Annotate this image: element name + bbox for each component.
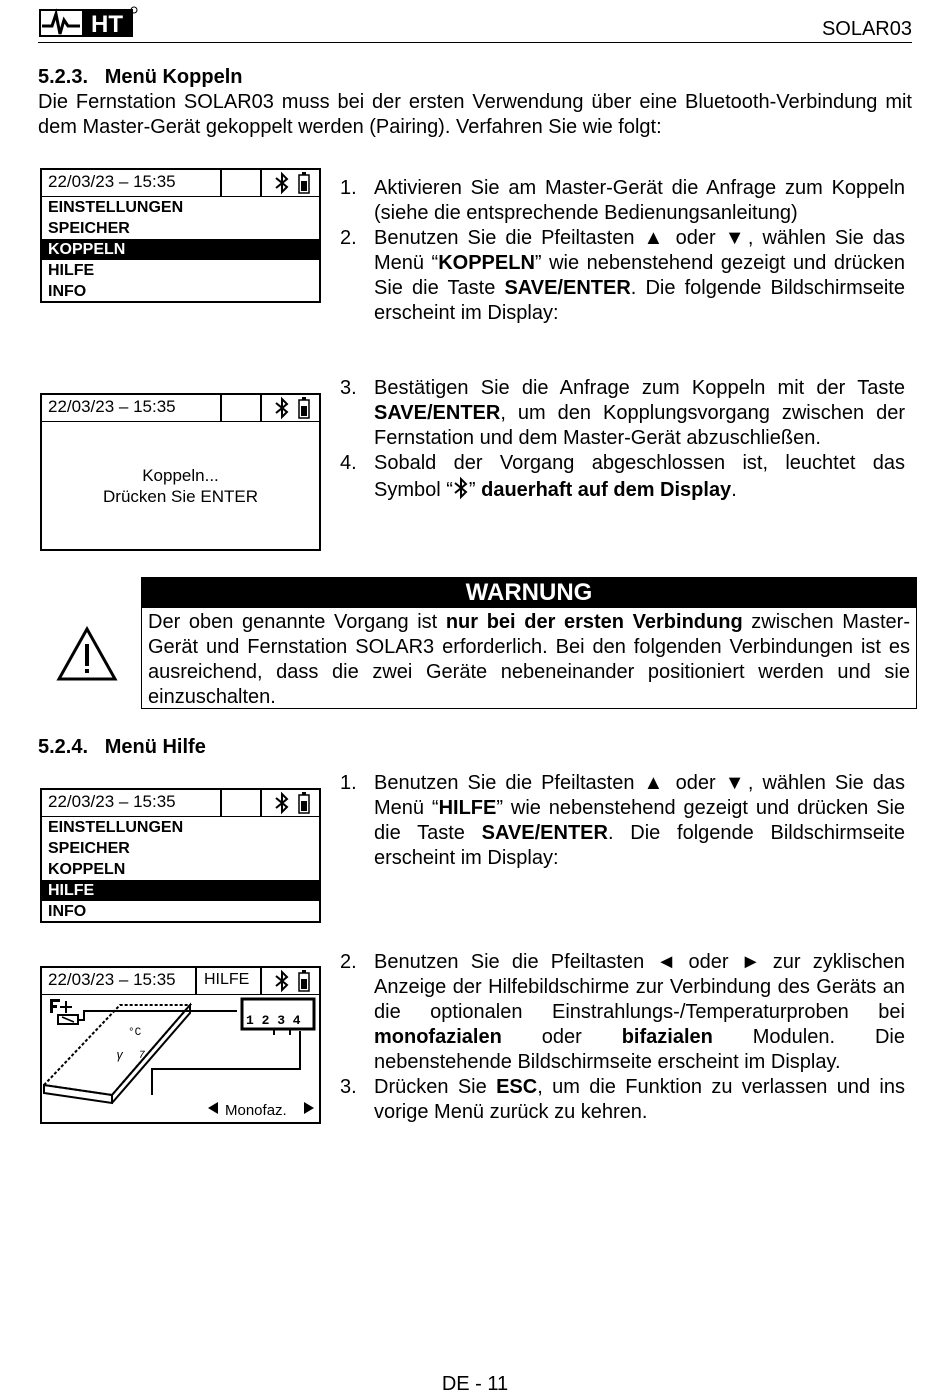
connector-ports: 1 2 3 4 [246, 1013, 301, 1028]
step-4: 4. Sobald der Vorgang abgeschlossen ist, leuchtet das Symbol “ ” dauerhaft auf dem Display. [340, 452, 905, 501]
menu-item-einstellungen: EINSTELLUNGEN [48, 199, 184, 216]
display-datetime: 22/03/23 – 15:35 [48, 792, 176, 811]
svg-text:ᵞ ⁷: ᵞ ⁷ [114, 1049, 147, 1069]
battery-icon [298, 172, 310, 194]
intro-paragraph: Die Fernstation SOLAR03 muss bei der ersten Verwendung über eine Bluetooth-Verbindung mit dem Master-Gerät gekoppelt werden (Pairing). Verfahren Sie wie folgt: [38, 91, 912, 138]
section-heading-hilfe [38, 736, 206, 759]
steps-hilfe-a [340, 771, 905, 871]
svg-text:°C: °C [128, 1027, 142, 1039]
display-status-bar [42, 968, 319, 995]
step-1: 1. Aktivieren Sie am Master-Gerät die Anfrage zum Koppeln (siehe die entsprechende Bedienungsanleitung) [340, 177, 905, 224]
nav-label: Monofaz. [225, 1102, 287, 1119]
logo-text: HT [91, 11, 123, 38]
ht-logo [38, 4, 138, 40]
display-menu-list [42, 817, 319, 922]
header-divider [38, 42, 912, 43]
display-message-line1: Koppeln... [142, 466, 219, 485]
menu-item-info: INFO [48, 283, 87, 300]
section-title: Menü Koppeln [104, 66, 243, 88]
step-3: 3. Drücken Sie ESC, um die Funktion zu verlassen und ins vorige Menü zurück zu kehren. [340, 1076, 905, 1123]
bluetooth-icon [270, 791, 294, 815]
menu-item-koppeln-selected: KOPPELN [42, 239, 319, 260]
menu-item-hilfe-selected: HILFE [42, 880, 319, 901]
bluetooth-icon [453, 476, 469, 500]
menu-item-info: INFO [48, 903, 87, 920]
display-status-bar [42, 170, 319, 197]
battery-icon [298, 970, 310, 992]
document-id: SOLAR03 [821, 18, 912, 40]
section-heading-koppeln [38, 66, 242, 89]
arrow-left-icon [208, 1102, 218, 1114]
warning-title: WARNUNG [142, 578, 916, 608]
connection-diagram [42, 995, 319, 1122]
page-number: DE - 11 [441, 1373, 509, 1395]
display-datetime: 22/03/23 – 15:35 [48, 397, 176, 416]
step-2: 2. Benutzen Sie die Pfeiltasten ◄ oder ► zur zyklischen Anzeige der Hilfebildschirme zur Verbindung des Geräts an die optionalen Einstrahlungs-/Temperaturproben bei monofazialen oder bifazialen Modulen. Die nebenstehende Bildschirmseite erscheint im Display. [340, 951, 905, 1073]
warning-triangle-icon [56, 626, 118, 682]
section-title: Menü Hilfe [104, 736, 206, 758]
menu-item-einstellungen: EINSTELLUNGEN [48, 819, 184, 836]
warning-box [141, 577, 917, 709]
menu-item-hilfe: HILFE [48, 262, 95, 279]
step-1: 1. Benutzen Sie die Pfeiltasten ▲ oder ▼, wählen Sie das Menü “HILFE” wie nebenstehend gezeigt und drücken Sie die Taste SAVE/ENTER. Die folgende Bildschirmseite erscheint im Display: [340, 772, 906, 869]
battery-icon [298, 792, 310, 814]
section-number: 5.2.4. [38, 736, 89, 758]
step-2: 2. Benutzen Sie die Pfeiltasten ▲ oder ▼, wählen Sie das Menü “KOPPELN” wie nebenstehend gezeigt und drücken Sie die Taste SAVE/ENTER. Die folgende Bildschirmseite erscheint im Display: [340, 227, 905, 324]
bluetooth-icon [270, 171, 294, 195]
probe-icon [50, 999, 78, 1024]
steps-koppeln-a [340, 176, 905, 326]
display-message-line2: Drücken Sie ENTER [103, 487, 258, 506]
battery-icon [298, 397, 310, 419]
display-datetime: 22/03/23 – 15:35 [48, 172, 176, 191]
bluetooth-icon [270, 396, 294, 420]
display-menu-koppeln [40, 168, 321, 303]
section-number: 5.2.3. [38, 66, 89, 88]
step-3: 3. Bestätigen Sie die Anfrage zum Koppeln mit der Taste SAVE/ENTER, um den Kopplungsvorgang zwischen der Fernstation und dem Master-Gerät abzuschließen. [340, 377, 905, 449]
display-status-bar [42, 395, 319, 422]
display-menu-list [42, 197, 319, 302]
steps-hilfe-b [340, 950, 905, 1125]
steps-koppeln-b [340, 376, 905, 503]
bluetooth-icon [270, 969, 294, 993]
display-status-bar [42, 790, 319, 817]
display-menu-hilfe [40, 788, 321, 923]
menu-item-speicher: SPEICHER [48, 220, 130, 237]
arrow-right-icon [304, 1102, 314, 1114]
warning-text: Der oben genannte Vorgang ist nur bei der ersten Verbindung zwischen Master-Gerät und Fernstation SOLAR3 erforderlich. Bei den folgenden Verbindungen ist es ausreichend, dass die zwei Geräte nebeneinander positioniert werden und sie einzuschalten. [148, 611, 910, 708]
menu-item-koppeln: KOPPELN [48, 861, 126, 878]
display-mode-label: HILFE [204, 971, 250, 988]
menu-item-speicher: SPEICHER [48, 840, 130, 857]
display-datetime: 22/03/23 – 15:35 [48, 970, 176, 989]
display-hilfe-diagram [40, 966, 321, 1124]
display-koppeln-prompt [40, 393, 321, 551]
